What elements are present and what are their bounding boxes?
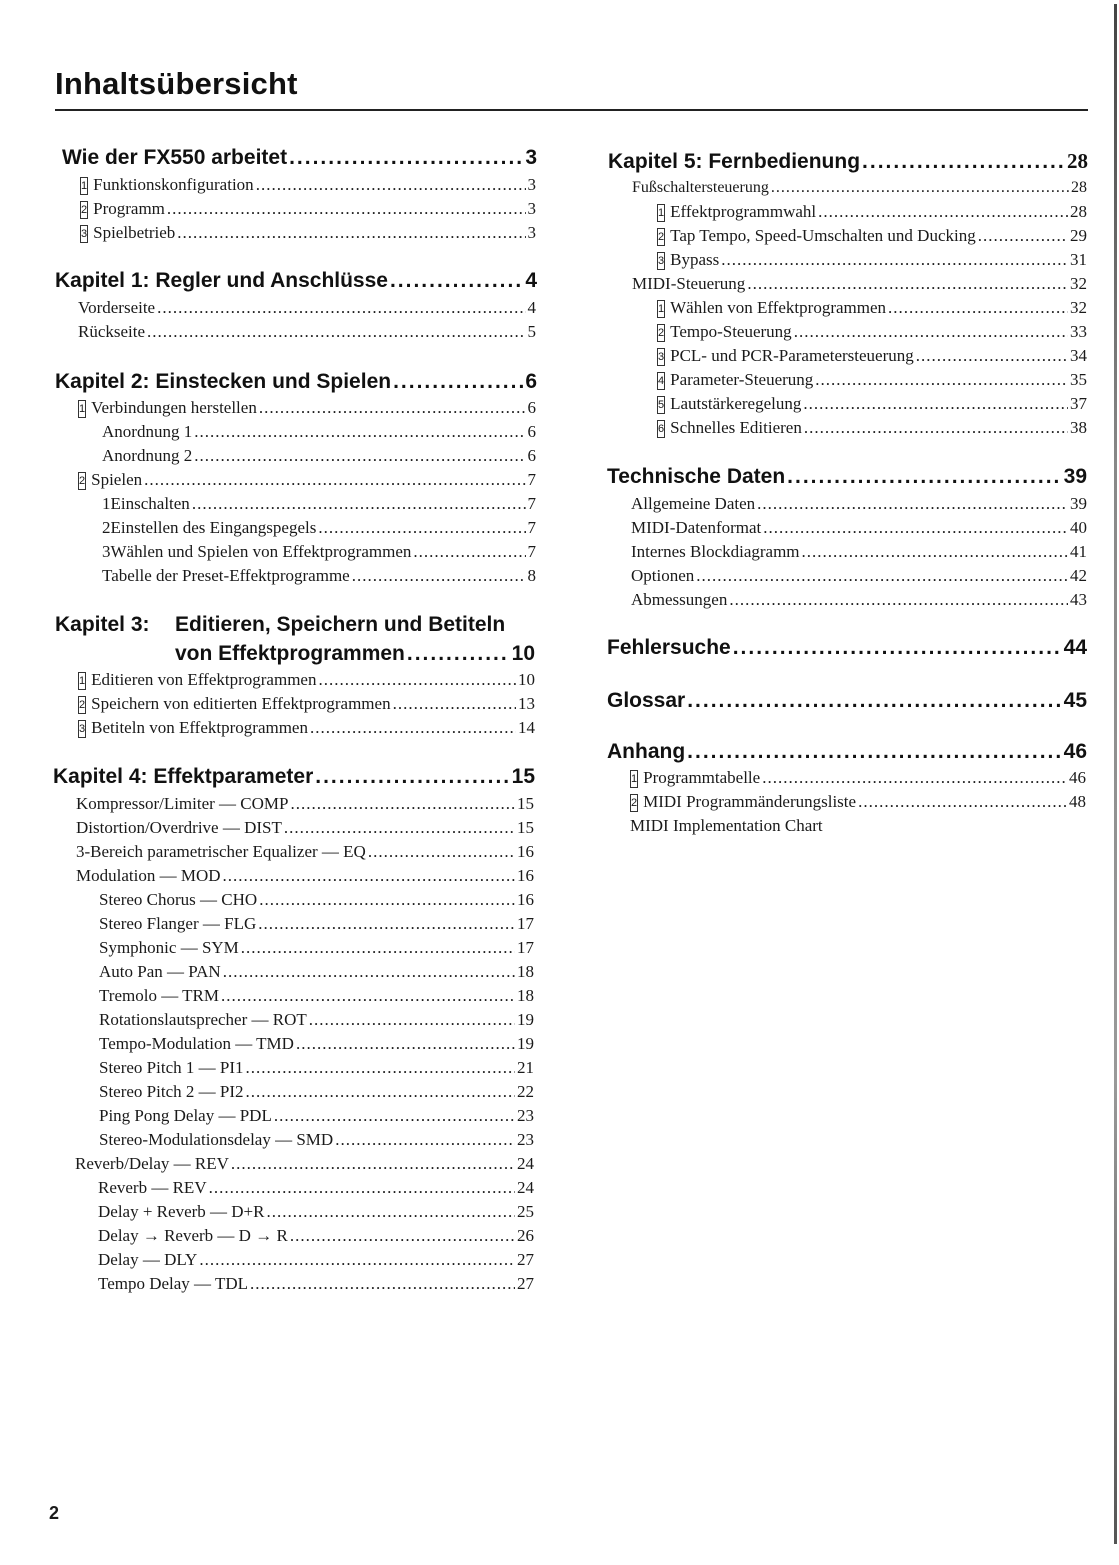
toc-entry[interactable]: Internes Blockdiagramm ..... 41	[631, 541, 1087, 563]
toc-entry[interactable]: 3 Spielbetrieb ..... 3	[80, 222, 536, 244]
section-number-box: 6	[657, 420, 665, 438]
title-rule	[55, 109, 1088, 111]
toc-entry[interactable]: Tempo-Modulation — TMD ..... 19	[99, 1033, 534, 1055]
toc-entry[interactable]: 1 Effektprogrammwahl ..... 28	[657, 201, 1087, 223]
toc-heading-kapitel-3[interactable]: Kapitel 3: Editieren, Speichern und Betiteln	[55, 613, 506, 636]
toc-entry[interactable]: Tempo Delay — TDL ..... 27	[98, 1273, 534, 1295]
section-number-box: 3	[80, 225, 88, 243]
toc-entry[interactable]: 2 Spielen ..... 7	[78, 469, 536, 491]
toc-entry[interactable]: 3 Wählen und Spielen von Effektprogrammen ..... 7	[102, 541, 536, 563]
toc-heading-glossar[interactable]: Glossar ..... 45	[607, 688, 1087, 714]
section-number-box: 1	[657, 204, 665, 222]
toc-entry[interactable]: 3-Bereich parametrischer Equalizer — EQ ..... 16	[76, 841, 534, 863]
toc-entry[interactable]: 2 MIDI Programmänderungsliste ..... 48	[630, 791, 1086, 813]
section-number-box: 4	[657, 372, 665, 390]
toc-entry[interactable]: Tremolo — TRM ..... 18	[99, 985, 534, 1007]
toc-entry[interactable]: Stereo Pitch 2 — PI2 ..... 22	[99, 1081, 534, 1103]
page-title: Inhaltsübersicht	[55, 66, 298, 101]
toc-entry[interactable]: 3 Betiteln von Effektprogrammen ..... 14	[78, 717, 535, 739]
page-edge-shadow	[1114, 4, 1117, 1544]
toc-entry[interactable]: Reverb/Delay — REV ..... 24	[75, 1153, 534, 1175]
toc-heading-kapitel-2[interactable]: Kapitel 2: Einstecken und Spielen ..... 6	[55, 369, 537, 395]
toc-entry[interactable]: 1 Einschalten ..... 7	[102, 493, 536, 515]
toc-entry[interactable]: 1 Programmtabelle ..... 46	[630, 767, 1086, 789]
toc-entry[interactable]: 2 Programm ..... 3	[80, 198, 536, 220]
section-number-box: 1	[78, 400, 86, 418]
toc-entry[interactable]: Anordnung 2 ..... 6	[102, 445, 536, 467]
toc-entry[interactable]: Delay → Reverb — D → R ..... 26	[98, 1225, 534, 1247]
toc-entry[interactable]: Stereo Chorus — CHO ..... 16	[99, 889, 534, 911]
toc-entry[interactable]: Stereo-Modulationsdelay — SMD ..... 23	[99, 1129, 534, 1151]
toc-entry[interactable]: Abmessungen ..... 43	[631, 589, 1087, 611]
toc-entry[interactable]: Modulation — MOD ..... 16	[76, 865, 534, 887]
toc-entry[interactable]: Auto Pan — PAN ..... 18	[99, 961, 534, 983]
toc-entry[interactable]: 2 Tap Tempo, Speed-Umschalten und Ducking ..... 29	[657, 225, 1087, 247]
section-number-box: 1	[657, 300, 665, 318]
section-number-box: 2	[78, 472, 86, 490]
section-number-box: 2	[78, 696, 86, 714]
toc-entry[interactable]: 1 Wählen von Effektprogrammen ..... 32	[657, 297, 1087, 319]
section-number-box: 2	[657, 228, 665, 246]
toc-entry[interactable]: Tabelle der Preset-Effektprogramme ..... 8	[102, 565, 536, 587]
section-number-box: 2	[80, 201, 88, 219]
page-number: 2	[49, 1503, 60, 1523]
toc-entry[interactable]: MIDI-Steuerung ..... 32	[632, 273, 1087, 295]
section-number-box: 2	[630, 794, 638, 812]
toc-heading-technische-daten[interactable]: Technische Daten ..... 39	[607, 464, 1087, 490]
toc-heading-fehlersuche[interactable]: Fehlersuche ..... 44	[607, 635, 1087, 661]
toc-heading-wie[interactable]: Wie der FX550 arbeitet ..... 3	[62, 145, 537, 171]
toc-entry[interactable]: Delay + Reverb — D+R ..... 25	[98, 1201, 534, 1223]
toc-entry[interactable]: Vorderseite ..... 4	[78, 297, 536, 319]
toc-entry[interactable]: MIDI Implementation Chart	[630, 816, 823, 835]
toc-entry[interactable]: Kompressor/Limiter — COMP ..... 15	[76, 793, 534, 815]
toc-entry[interactable]: Ping Pong Delay — PDL ..... 23	[99, 1105, 534, 1127]
section-number-box: 3	[657, 252, 665, 270]
toc-entry[interactable]: Symphonic — SYM ..... 17	[99, 937, 534, 959]
toc-entry[interactable]: 1 Verbindungen herstellen ..... 6	[78, 397, 536, 419]
step-number: 3	[102, 542, 111, 561]
section-number-box: 3	[657, 348, 665, 366]
section-number-box: 3	[78, 720, 86, 738]
toc-entry[interactable]: Allgemeine Daten ..... 39	[631, 493, 1087, 515]
toc-entry[interactable]: 6 Schnelles Editieren ..... 38	[657, 417, 1087, 439]
section-number-box: 1	[630, 770, 638, 788]
section-number-box: 5	[657, 396, 665, 414]
toc-heading-kapitel-4[interactable]: Kapitel 4: Effektparameter ..... 15	[53, 764, 535, 790]
toc-entry[interactable]: Reverb — REV ..... 24	[98, 1177, 534, 1199]
toc-entry[interactable]: Optionen ..... 42	[631, 565, 1087, 587]
section-number-box: 2	[657, 324, 665, 342]
toc-entry[interactable]: Rückseite ..... 5	[78, 321, 536, 343]
toc-entry[interactable]: 2 Speichern von editierten Effektprogrammen ..... 13	[78, 693, 535, 715]
toc-entry[interactable]: 3 PCL- und PCR-Parametersteuerung ..... 34	[657, 345, 1087, 367]
toc-entry[interactable]: Fußschaltersteuerung ..... 28	[632, 177, 1087, 199]
toc-entry[interactable]: 2 Tempo-Steuerung ..... 33	[657, 321, 1087, 343]
toc-entry[interactable]: 2 Einstellen des Eingangspegels ..... 7	[102, 517, 536, 539]
toc-entry[interactable]: 3 Bypass ..... 31	[657, 249, 1087, 271]
toc-heading-kapitel-3-line-2[interactable]: von Effektprogrammen ..... 10	[175, 641, 535, 667]
toc-entry[interactable]: MIDI-Datenformat ..... 40	[631, 517, 1087, 539]
section-number-box: 1	[78, 672, 86, 690]
toc-entry[interactable]: Rotationslautsprecher — ROT ..... 19	[99, 1009, 534, 1031]
toc-entry[interactable]: Distortion/Overdrive — DIST ..... 15	[76, 817, 534, 839]
step-number: 2	[102, 518, 111, 537]
toc-entry[interactable]: 4 Parameter-Steuerung ..... 35	[657, 369, 1087, 391]
toc-entry[interactable]: Anordnung 1 ..... 6	[102, 421, 536, 443]
toc-entry[interactable]: 1 Funktionskonfiguration ..... 3	[80, 174, 536, 196]
toc-heading-kapitel-5[interactable]: Kapitel 5: Fernbedienung ..... 28	[608, 148, 1088, 175]
toc-entry[interactable]: Stereo Pitch 1 — PI1 ..... 21	[99, 1057, 534, 1079]
step-number: 1	[102, 494, 111, 513]
toc-entry[interactable]: Stereo Flanger — FLG ..... 17	[99, 913, 534, 935]
toc-entry[interactable]: 5 Lautstärkeregelung ..... 37	[657, 393, 1087, 415]
toc-entry[interactable]: Delay — DLY ..... 27	[98, 1249, 534, 1271]
toc-entry[interactable]: 1 Editieren von Effektprogrammen ..... 10	[78, 669, 535, 691]
toc-heading-kapitel-1[interactable]: Kapitel 1: Regler und Anschlüsse ..... 4	[55, 268, 537, 294]
section-number-box: 1	[80, 177, 88, 195]
toc-heading-anhang[interactable]: Anhang ..... 46	[607, 739, 1087, 765]
